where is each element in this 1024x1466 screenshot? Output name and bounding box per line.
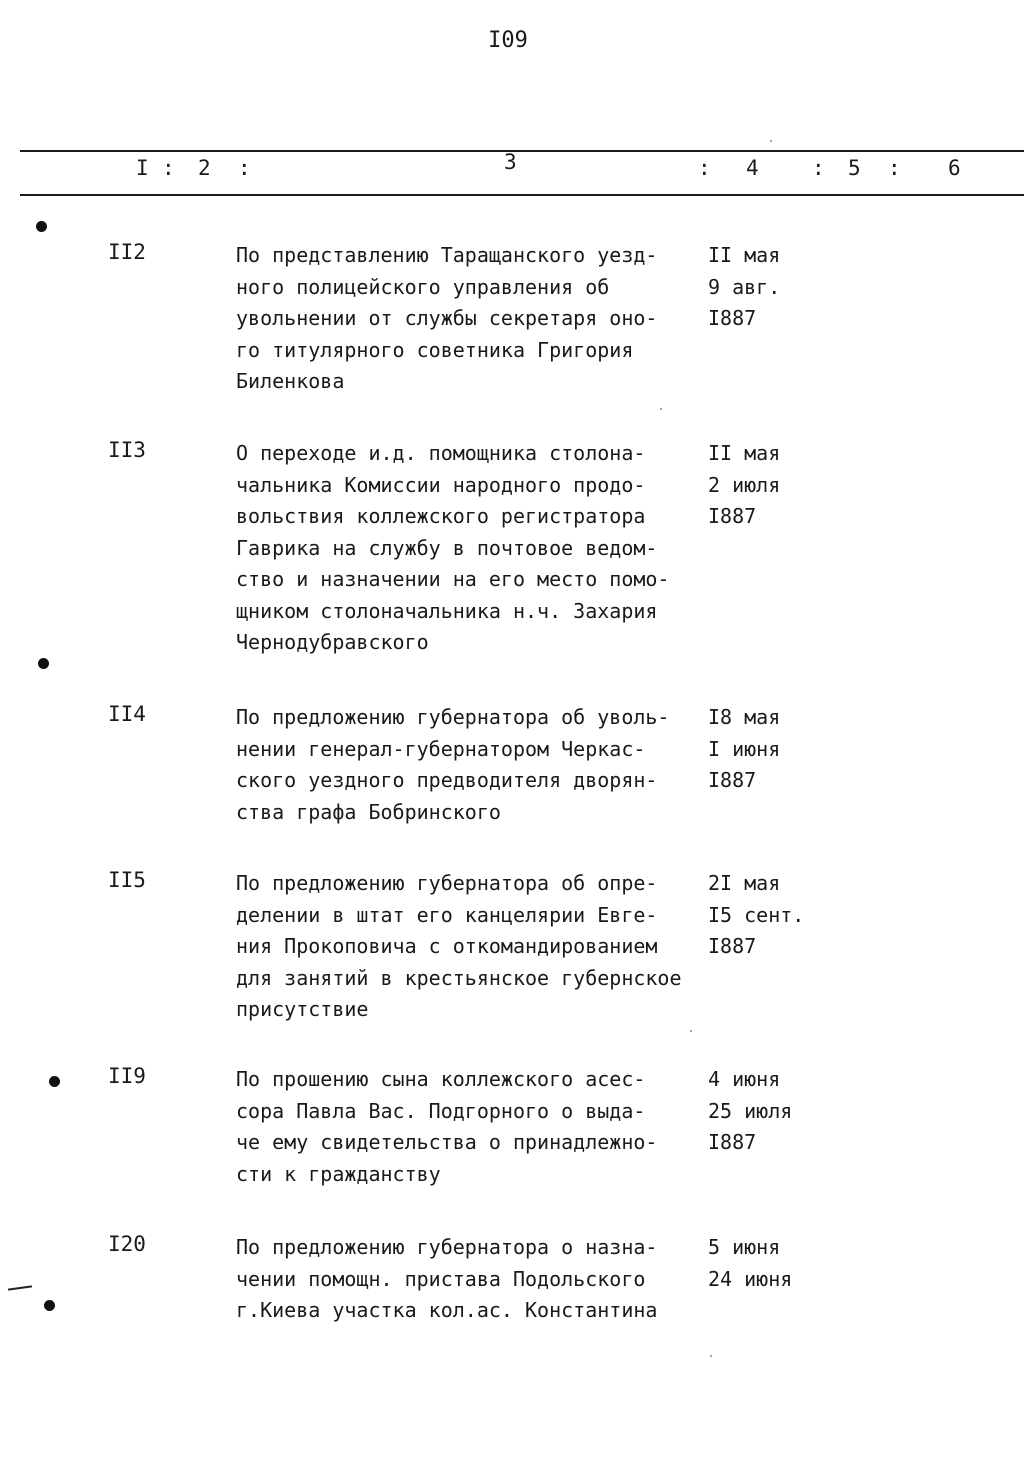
entry-dates <box>708 240 780 335</box>
entry-dates <box>708 438 780 533</box>
text-line: По предложению губернатора об уволь- <box>236 705 670 729</box>
text-line: чении помощн. пристава Подольского <box>236 1266 646 1291</box>
text-line: щником столоначальника н.ч. Захария <box>236 598 658 623</box>
text-line: ство и назначении на его место помо- <box>236 567 670 591</box>
entry-description <box>236 1064 706 1190</box>
column-header-1: I <box>136 156 149 180</box>
entry-number: II9 <box>108 1064 146 1088</box>
text-line: По представлению Таращанского уезд- <box>236 243 658 267</box>
column-separator: : <box>238 156 251 180</box>
table-top-rule <box>20 150 1024 152</box>
entry-number: I20 <box>108 1232 146 1256</box>
column-header-2: 2 <box>198 156 211 180</box>
text-line: Чернодубравского <box>236 630 429 654</box>
scan-speck <box>770 140 772 142</box>
text-line: сора Павла Вас. Подгорного о выда- <box>236 1098 646 1123</box>
start-date: 5 июня <box>708 1235 781 1259</box>
text-line: ства графа Бобринского <box>236 799 501 824</box>
column-header-6: 6 <box>948 156 961 180</box>
entry-number: II4 <box>108 702 146 726</box>
year: I887 <box>708 504 757 528</box>
text-line: О переходе и.д. помощника столона- <box>236 441 646 465</box>
start-date: 4 июня <box>708 1067 781 1091</box>
punch-hole-mark <box>36 221 47 232</box>
end-date: I июня <box>708 736 781 761</box>
start-date: II мая <box>708 243 781 267</box>
column-header-5: 5 <box>848 156 861 180</box>
margin-pen-mark <box>8 1285 32 1290</box>
entry-description <box>236 1232 706 1327</box>
end-date: 9 авг. <box>708 274 781 299</box>
text-line: По предложению губернатора об опре- <box>236 871 658 895</box>
text-line: ского уездного предводителя дворян- <box>236 768 658 792</box>
text-line: че ему свидетельства о принадлежно- <box>236 1130 658 1154</box>
entry-description <box>236 868 706 1026</box>
entry-description <box>236 240 706 398</box>
punch-hole-mark <box>38 658 49 669</box>
entry-description <box>236 438 706 659</box>
text-line: Гаврика на службу в почтовое ведом- <box>236 535 658 560</box>
punch-hole-mark <box>44 1300 55 1311</box>
scan-speck <box>660 408 662 410</box>
text-line: вольствия коллежского регистратора <box>236 504 646 528</box>
year: I887 <box>708 306 757 330</box>
text-line: По предложению губернатора о назна- <box>236 1235 658 1259</box>
text-line: сти к гражданству <box>236 1161 441 1186</box>
text-line: Биленкова <box>236 369 345 393</box>
column-separator: : <box>698 156 711 180</box>
start-date: I8 мая <box>708 705 781 729</box>
text-line: увольнении от службы секретаря оно- <box>236 306 658 330</box>
end-date: I5 сент. <box>708 902 805 927</box>
punch-hole-mark <box>49 1076 60 1087</box>
end-date: 25 июля <box>708 1098 793 1123</box>
page-number: I09 <box>488 28 528 53</box>
entry-number: II5 <box>108 868 146 892</box>
column-separator: : <box>888 156 901 180</box>
entry-dates <box>708 702 780 797</box>
text-line: г.Киева участка кол.ас. Константина <box>236 1298 658 1322</box>
entry-number: II2 <box>108 240 146 264</box>
text-line: делении в штат его канцелярии Евге- <box>236 902 658 927</box>
text-line: По прошению сына коллежского асес- <box>236 1067 646 1091</box>
text-line: го титулярного советника Григория <box>236 337 634 362</box>
entry-number: II3 <box>108 438 146 462</box>
text-line: присутствие <box>236 997 369 1021</box>
end-date: 24 июня <box>708 1266 793 1291</box>
year: I887 <box>708 1130 757 1154</box>
text-line: ного полицейского управления об <box>236 274 610 299</box>
table-bottom-rule <box>20 194 1024 196</box>
entry-dates <box>708 1064 792 1159</box>
scan-speck <box>710 1355 712 1357</box>
text-line: ния Прокоповича с откомандированием <box>236 934 658 958</box>
column-header-4: 4 <box>746 156 759 180</box>
entry-dates <box>708 868 804 963</box>
column-separator: : <box>812 156 825 180</box>
text-line: нении генерал-губернатором Черкас- <box>236 736 646 761</box>
end-date: 2 июля <box>708 472 781 497</box>
column-separator: : <box>162 156 175 180</box>
entry-description <box>236 702 706 828</box>
column-header-3: 3 <box>504 150 517 174</box>
start-date: 2I мая <box>708 871 781 895</box>
year: I887 <box>708 934 757 958</box>
year: I887 <box>708 768 757 792</box>
entry-dates <box>708 1232 792 1295</box>
text-line: чальника Комиссии народного продо- <box>236 472 646 497</box>
text-line: для занятий в крестьянское губернское <box>236 965 682 990</box>
scan-speck <box>690 1030 692 1032</box>
start-date: II мая <box>708 441 781 465</box>
